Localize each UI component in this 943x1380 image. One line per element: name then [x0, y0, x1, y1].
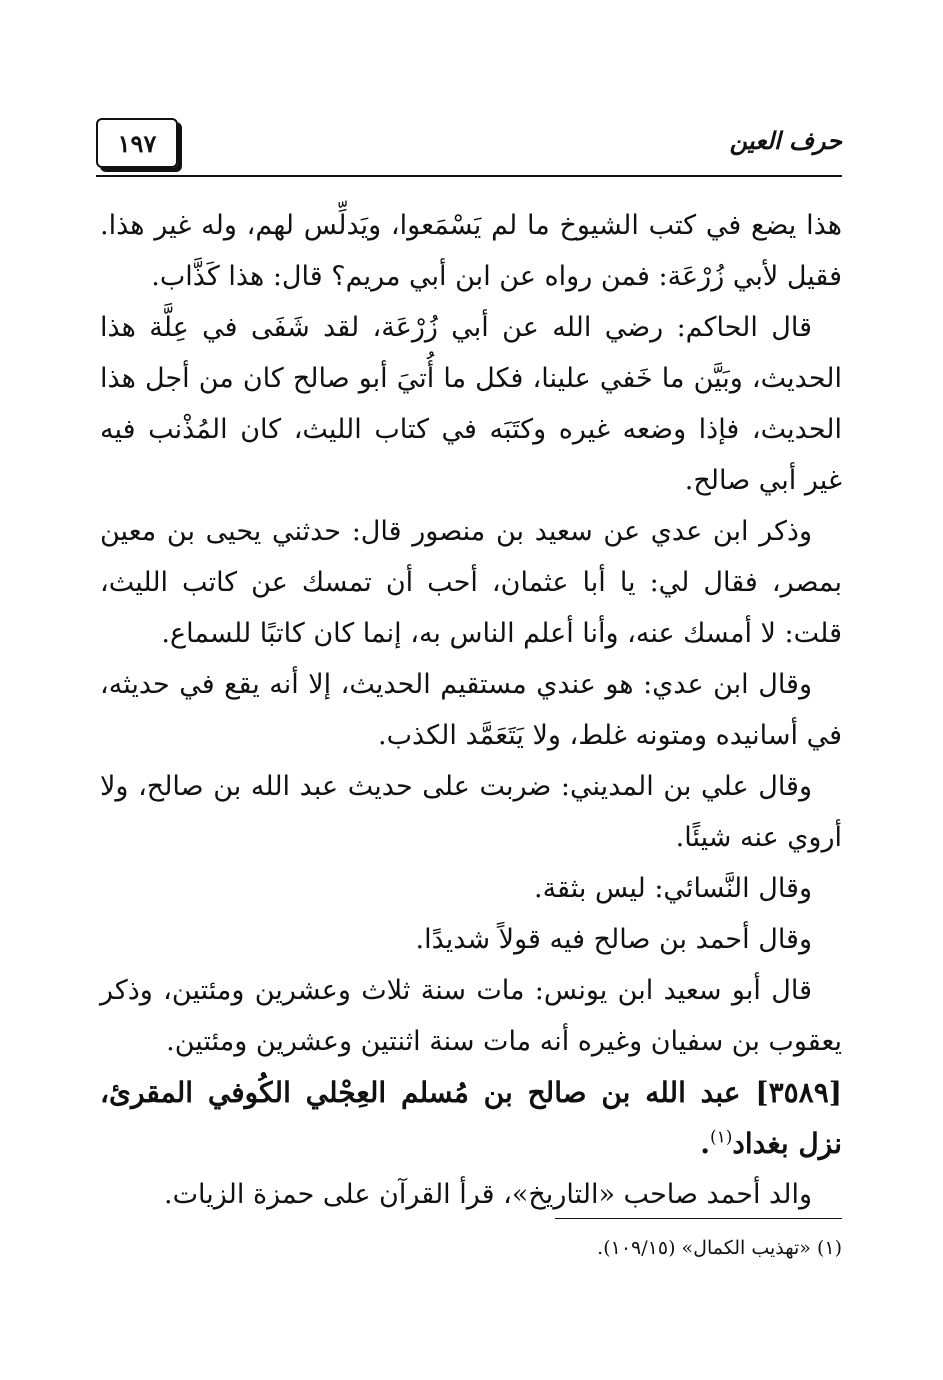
footnote-rule — [555, 1218, 842, 1219]
entry-heading-text: [٣٥٨٩] عبد الله بن صالح بن مُسلم العِجْلي الكُوفي المقرئ، نزل بغداد — [100, 1076, 842, 1160]
paragraph-4: وقال ابن عدي: هو عندي مستقيم الحديث، إلا أنه يقع في حديثه، في أسانيده ومتونه غلط، ولا يَتَعَمَّد الكذب. — [100, 669, 842, 751]
paragraph-9: والد أحمد صاحب «التاريخ»، قرأ القرآن على حمزة الزيات. — [164, 1179, 812, 1210]
paragraph-1: هذا يضع في كتب الشيوخ ما لم يَسْمَعوا، ويَدلِّس لهم، وله غير هذا. فقيل لأبي زُرْعَة: فمن رواه عن ابن أبي مريم؟ قال: هذا كَذَّاب. — [100, 210, 842, 292]
chapter-title: حرف العين — [729, 126, 842, 155]
entry-heading-end: . — [700, 1127, 710, 1160]
page-number: ١٩٧ — [117, 128, 157, 158]
header-rule — [96, 175, 842, 177]
paragraph-5: وقال علي بن المديني: ضربت على حديث عبد الله بن صالح، ولا أروي عنه شيئًا. — [100, 771, 842, 853]
paragraph-2: قال الحاكم: رضي الله عن أبي زُرْعَة، لقد شَفَى في عِلَّة هذا الحديث، وبَيَّن ما خَفي علينا، فكل ما أُتيَ أبو صالح كان من أجل هذا الحديث، فإذا وضعه غيره وكتَبَه في كتاب الليث، كان المُذْنب فيه غير أبي صالح. — [100, 312, 842, 496]
paragraph-7: وقال أحمد بن صالح فيه قولاً شديدًا. — [415, 924, 812, 955]
page-header — [96, 118, 842, 176]
paragraph-8: قال أبو سعيد ابن يونس: مات سنة ثلاث وعشرين ومئتين، وذكر يعقوب بن سفيان وغيره أنه مات سنة اثنتين وعشرين ومئتين. — [100, 975, 842, 1057]
footnote: (١) «تهذيب الكمال» (١٠٩/١٥). — [597, 1237, 842, 1259]
entry-heading — [100, 1067, 842, 1169]
page-number-box — [96, 118, 178, 168]
footnote-reference[interactable]: (١) — [709, 1127, 733, 1148]
body-text — [100, 200, 842, 1220]
paragraph-6: وقال النَّسائي: ليس بثقة. — [533, 873, 812, 904]
paragraph-3: وذكر ابن عدي عن سعيد بن منصور قال: حدثني يحيى بن معين بمصر، فقال لي: يا أبا عثمان، أحب أن تمسك عن كاتب الليث، قلت: لا أمسك عنه، وأنا أعلم الناس به، إنما كان كاتبًا للسماع. — [100, 516, 842, 649]
